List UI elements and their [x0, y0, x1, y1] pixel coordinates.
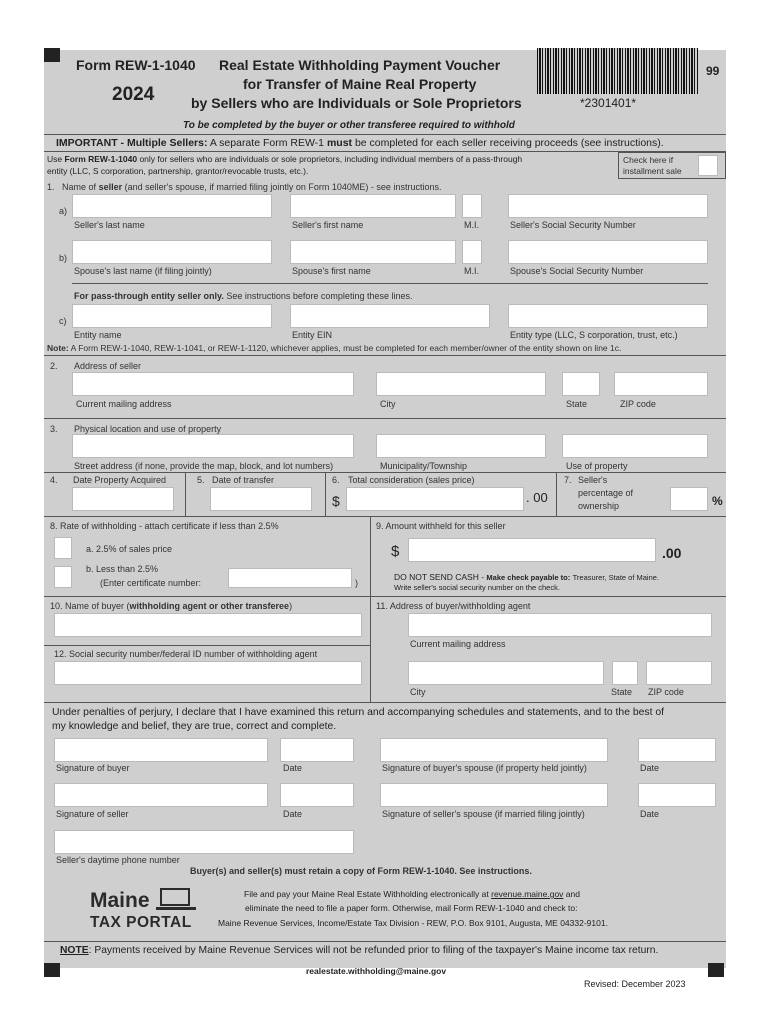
rate-a-checkbox[interactable]	[54, 537, 72, 559]
section-7-num: 7.	[564, 475, 572, 485]
section-7-label-2: percentage of	[578, 488, 634, 498]
section-3-label: Physical location and use of property	[74, 424, 222, 434]
portal-text-2: eliminate the need to file a paper form. Otherwise, mail Form REW-1-1040 and check to:	[245, 903, 578, 913]
seller-spouse-signature-input[interactable]	[380, 783, 608, 807]
section-10-post: )	[289, 601, 293, 611]
spouse-last-name-label: Spouse's last name (if filing jointly)	[74, 266, 212, 276]
title-line-3: by Sellers who are Individuals or Sole Proprietors	[191, 95, 522, 111]
section-6-num: 6.	[332, 475, 340, 485]
cash-notice	[394, 572, 659, 582]
portal-text-1	[244, 889, 580, 899]
entity-note-text: A Form REW-1-1040, REW-1-1041, or REW-1-1120, whichever applies, must be completed for each member/owner of the entity shown on line 1c.	[70, 343, 622, 353]
section-4-label: Date Property Acquired	[73, 475, 167, 485]
seller-ssn-input[interactable]	[508, 194, 708, 218]
section-10-label	[50, 601, 292, 611]
buyer-mailing-label: Current mailing address	[410, 639, 506, 649]
property-street-label: Street address (if none, provide the map, block, and lot numbers)	[74, 461, 334, 471]
seller-state-label: State	[566, 399, 588, 409]
divider	[72, 283, 708, 284]
section-2-num: 2.	[50, 361, 58, 371]
divider	[44, 418, 726, 419]
form-year: 2024	[112, 84, 155, 105]
seller-mailing-address-input[interactable]	[72, 372, 354, 396]
spouse-first-name-input[interactable]	[290, 240, 456, 264]
pass-through-bold: For pass-through entity seller only.	[74, 291, 224, 301]
divider	[44, 702, 726, 703]
title-line-1: Real Estate Withholding Payment Voucher	[219, 57, 501, 73]
footer-email: realestate.withholding@maine.gov	[306, 966, 447, 976]
barcode-text: *2301401*	[580, 96, 637, 110]
amount-withheld-input[interactable]	[408, 538, 656, 562]
barcode	[537, 48, 698, 94]
registration-mark-bottom-left	[44, 963, 60, 977]
seller-phone-input[interactable]	[54, 830, 354, 854]
seller-date-label: Date	[283, 809, 303, 819]
seller-last-name-label: Seller's last name	[74, 220, 145, 230]
refund-note-text: : Payments received by Maine Revenue Services will not be refunded prior to filing of the taxpayer's Maine income tax return.	[88, 945, 659, 956]
withheld-dollar: $	[391, 543, 400, 560]
intro-line-1	[47, 154, 522, 164]
seller-spouse-date-label: Date	[640, 809, 660, 819]
sales-price-input[interactable]	[346, 487, 524, 511]
important-notice	[56, 137, 664, 149]
entity-type-input[interactable]	[508, 304, 708, 328]
buyer-spouse-signature-input[interactable]	[380, 738, 608, 762]
revised-date: Revised: December 2023	[584, 979, 686, 989]
page-code: 99	[706, 64, 720, 78]
buyer-state-label: State	[611, 687, 633, 697]
refund-note	[60, 945, 658, 956]
seller-spouse-signature-label: Signature of seller's spouse (if married filing jointly)	[382, 809, 585, 819]
seller-mi-input[interactable]	[462, 194, 482, 218]
seller-signature-label: Signature of seller	[56, 809, 129, 819]
installment-label-1: Check here if	[623, 155, 674, 165]
section-4-num: 4.	[50, 475, 58, 485]
buyer-zip-input[interactable]	[646, 661, 712, 685]
section-5-num: 5.	[197, 475, 205, 485]
spouse-last-name-input[interactable]	[72, 240, 272, 264]
property-use-label: Use of property	[566, 461, 628, 471]
pass-through-rest: See instructions before completing these lines.	[226, 291, 413, 301]
entity-note	[47, 343, 621, 353]
section-11-label: 11. Address of buyer/withholding agent	[376, 601, 531, 611]
registration-mark-bottom-right	[708, 963, 724, 977]
row-b-label: b)	[59, 253, 68, 263]
entity-note-bold: Note:	[47, 343, 69, 353]
declaration-line-1: Under penalties of perjury, I declare that I have examined this return and accompanying schedules and statements, and to the best of	[52, 707, 665, 718]
row-c-label: c)	[59, 316, 67, 326]
cash-notice-bold: Make check payable to:	[486, 573, 571, 582]
divider	[44, 516, 726, 517]
section-7-label-1: Seller's	[578, 475, 608, 485]
spouse-ssn-input[interactable]	[508, 240, 708, 264]
entity-type-label: Entity type (LLC, S corporation, trust, etc.)	[510, 330, 678, 340]
intro-line-1-text: only for sellers who are individuals or sole proprietors, including individual members of a pass-through	[139, 154, 523, 164]
section-1-label	[47, 182, 441, 192]
portal-text-1-pre: File and pay your Maine Real Estate Withholding electronically at	[244, 889, 489, 899]
important-text-post: be completed for each seller receiving proceeds (see instructions).	[354, 137, 664, 149]
seller-first-name-label: Seller's first name	[292, 220, 364, 230]
seller-zip-input[interactable]	[614, 372, 708, 396]
buyer-date-label: Date	[283, 763, 303, 773]
seller-spouse-date-input[interactable]	[638, 783, 716, 807]
spouse-mi-input[interactable]	[462, 240, 482, 264]
seller-last-name-input[interactable]	[72, 194, 272, 218]
divider	[44, 355, 726, 356]
important-text-pre: A separate Form REW-1	[209, 137, 325, 149]
divider	[44, 941, 726, 942]
section-1-label-pre: Name of	[62, 182, 97, 192]
laptop-icon	[156, 888, 196, 912]
buyer-signature-label: Signature of buyer	[56, 763, 130, 773]
pass-through-note	[74, 291, 412, 301]
seller-city-input[interactable]	[376, 372, 546, 396]
declaration-line-2: my knowledge and belief, they are true, correct and complete.	[52, 721, 337, 732]
section-3-num: 3.	[50, 424, 58, 434]
buyer-spouse-signature-label: Signature of buyer's spouse (if property held jointly)	[382, 763, 587, 773]
seller-ssn-label: Seller's Social Security Number	[510, 220, 636, 230]
portal-logo-tax-portal: TAX PORTAL	[90, 914, 192, 931]
section-9-label: 9. Amount withheld for this seller	[376, 521, 506, 531]
divider	[370, 596, 371, 702]
section-5-label: Date of transfer	[212, 475, 275, 485]
section-7-label-3: ownership	[578, 501, 620, 511]
entity-name-label: Entity name	[74, 330, 122, 340]
divider	[44, 472, 726, 473]
intro-line-2: entity (LLC, S corporation, partnership, grantor/revocable trusts, etc.).	[47, 166, 309, 176]
seller-date-input[interactable]	[280, 783, 354, 807]
property-use-input[interactable]	[562, 434, 708, 458]
divider	[44, 596, 726, 597]
cash-notice-line-2: Write seller's social security number on the check.	[394, 583, 560, 592]
rate-b-label-2: (Enter certificate number:	[100, 578, 202, 588]
retain-copy-notice: Buyer(s) and seller(s) must retain a copy of Form REW-1-1040. See instructions.	[190, 866, 532, 876]
title-line-2: for Transfer of Maine Real Property	[243, 76, 477, 92]
registration-mark-top-left	[44, 48, 60, 62]
rate-a-label: a. 2.5% of sales price	[86, 544, 173, 554]
seller-city-label: City	[380, 399, 396, 409]
property-street-input[interactable]	[72, 434, 354, 458]
date-transfer-input[interactable]	[210, 487, 312, 511]
ownership-percent-sign: %	[712, 494, 723, 508]
spouse-first-name-label: Spouse's first name	[292, 266, 371, 276]
section-10-bold: withholding agent or other transferee	[129, 601, 290, 611]
buyer-mailing-address-input[interactable]	[408, 613, 712, 637]
withholding-agent-id-input[interactable]	[54, 661, 362, 685]
buyer-zip-label: ZIP code	[648, 687, 684, 697]
buyer-spouse-date-label: Date	[640, 763, 660, 773]
certificate-close: )	[355, 578, 358, 588]
row-a-label: a)	[59, 206, 68, 216]
seller-phone-label: Seller's daytime phone number	[56, 855, 180, 865]
buyer-state-input[interactable]	[612, 661, 638, 685]
section-8-label: 8. Rate of withholding - attach certificate if less than 2.5%	[50, 521, 279, 531]
buyer-spouse-date-input[interactable]	[638, 738, 716, 762]
installment-checkbox[interactable]	[698, 155, 718, 176]
seller-zip-label: ZIP code	[620, 399, 656, 409]
entity-ein-label: Entity EIN	[292, 330, 333, 340]
property-municipality-input[interactable]	[376, 434, 546, 458]
section-6-label: Total consideration (sales price)	[348, 475, 475, 485]
divider	[556, 472, 557, 516]
entity-name-input[interactable]	[72, 304, 272, 328]
divider	[325, 472, 326, 516]
section-1-num: 1.	[47, 182, 55, 192]
section-1-label-bold: seller	[98, 182, 123, 192]
divider	[370, 516, 371, 596]
spouse-ssn-label: Spouse's Social Security Number	[510, 266, 644, 276]
divider	[185, 472, 186, 516]
portal-text-3: Maine Revenue Services, Income/Estate Tax Division - REW, P.O. Box 9101, Augusta, ME 04332-9101.	[218, 918, 608, 928]
seller-signature-input[interactable]	[54, 783, 268, 807]
section-10-pre: 10. Name of buyer (	[50, 601, 130, 611]
installment-label-2: installment sale	[623, 166, 682, 176]
property-municipality-label: Municipality/Township	[380, 461, 468, 471]
withheld-cents: .00	[662, 545, 682, 561]
portal-logo-maine: Maine	[90, 889, 150, 912]
sales-price-dollar: $	[332, 493, 340, 509]
buyer-city-label: City	[410, 687, 426, 697]
seller-mi-label: M.I.	[464, 220, 479, 230]
form-id: Form REW-1-1040	[76, 57, 196, 73]
intro-use: Use	[47, 154, 63, 164]
portal-text-1-post: and	[565, 889, 580, 899]
revenue-maine-gov-link[interactable]: revenue.maine.gov	[491, 889, 564, 899]
section-12-label: 12. Social security number/federal ID number of withholding agent	[54, 649, 318, 659]
spouse-mi-label: M.I.	[464, 266, 479, 276]
sales-price-cents: . 00	[526, 490, 548, 505]
cash-notice-rest: Treasurer, State of Maine.	[572, 573, 660, 582]
refund-note-label: NOTE	[60, 945, 89, 956]
intro-form-name: Form REW-1-1040	[64, 154, 138, 164]
buyer-date-input[interactable]	[280, 738, 354, 762]
divider	[44, 645, 370, 646]
buyer-signature-input[interactable]	[54, 738, 268, 762]
buyer-city-input[interactable]	[408, 661, 604, 685]
seller-mailing-label: Current mailing address	[76, 399, 172, 409]
important-label: IMPORTANT - Multiple Sellers:	[56, 137, 208, 149]
seller-first-name-input[interactable]	[290, 194, 456, 218]
certificate-number-input[interactable]	[228, 568, 352, 588]
date-acquired-input[interactable]	[72, 487, 174, 511]
entity-ein-input[interactable]	[290, 304, 490, 328]
ownership-percent-input[interactable]	[670, 487, 708, 511]
important-must: must	[326, 137, 353, 149]
cash-notice-text: DO NOT SEND CASH -	[394, 572, 485, 582]
buyer-name-input[interactable]	[54, 613, 362, 637]
rate-b-checkbox[interactable]	[54, 566, 72, 588]
seller-state-input[interactable]	[562, 372, 600, 396]
section-1-label-post: (and seller's spouse, if married filing jointly on Form 1040ME) - see instructions.	[124, 182, 442, 192]
rate-b-label-1: b. Less than 2.5%	[86, 564, 159, 574]
subtitle: To be completed by the buyer or other transferee required to withhold	[183, 120, 515, 131]
section-2-label: Address of seller	[74, 361, 142, 371]
divider	[44, 134, 726, 135]
